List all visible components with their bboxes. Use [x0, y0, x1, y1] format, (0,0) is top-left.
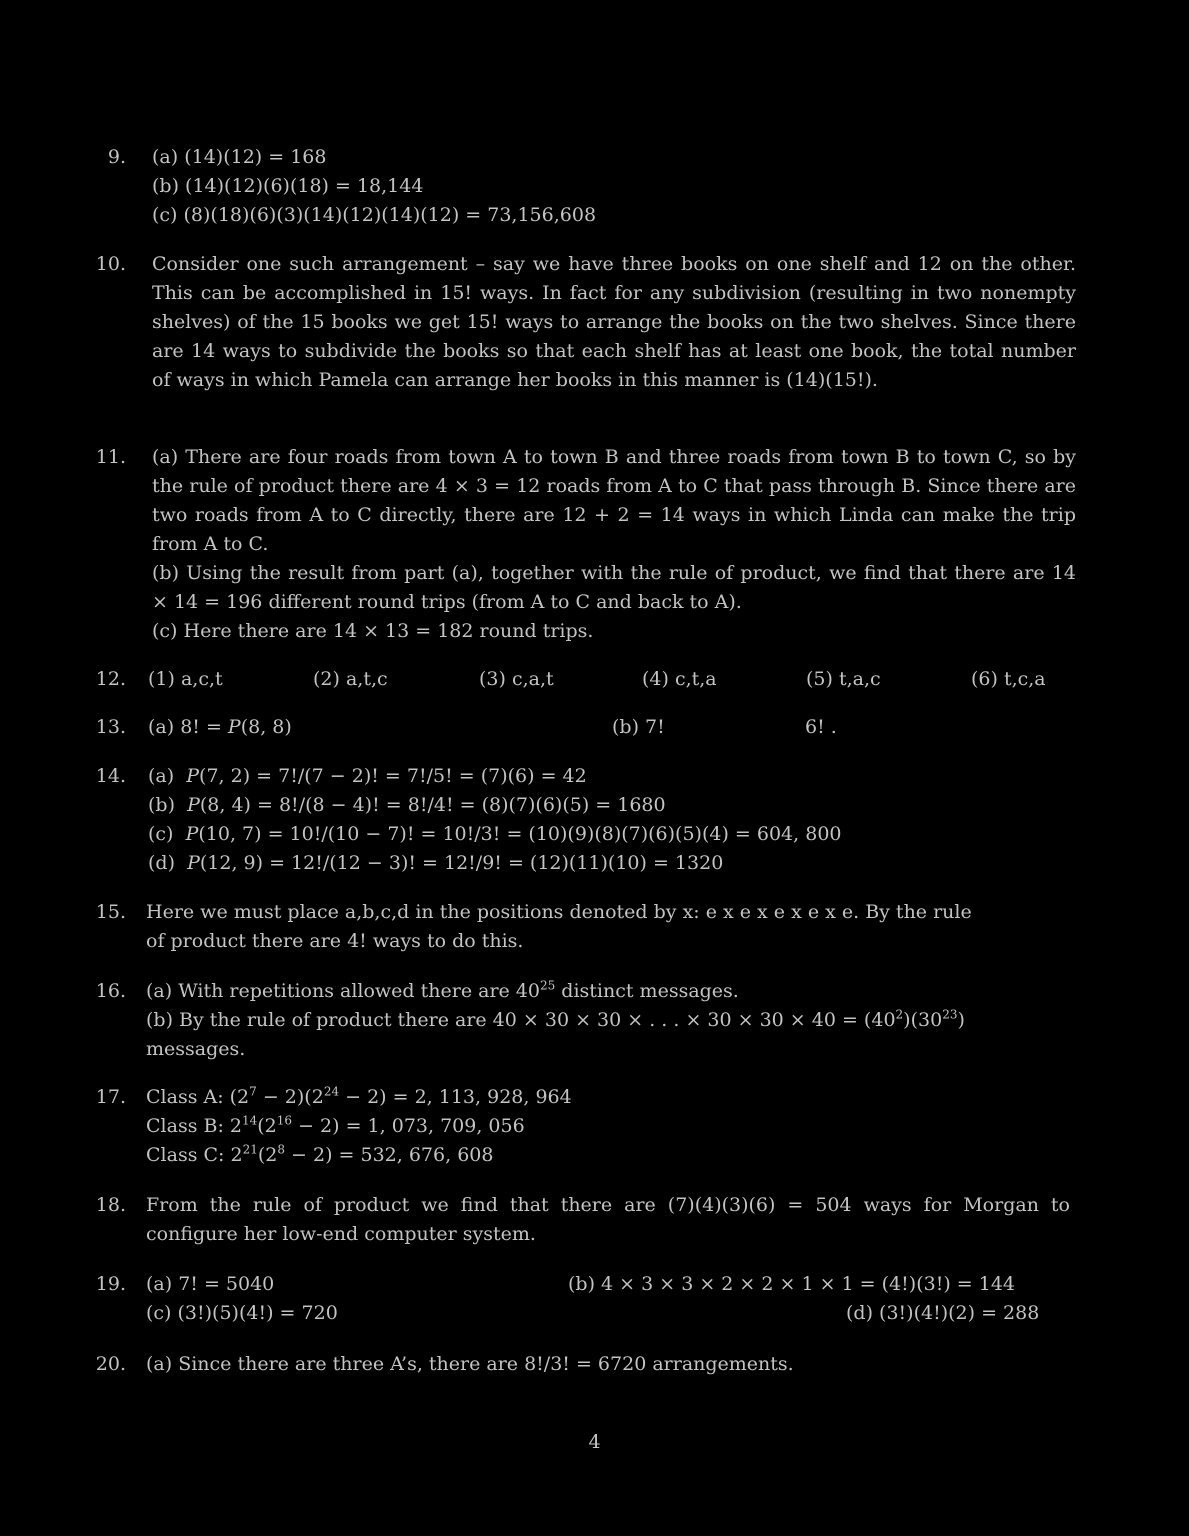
permutation-item: (1) a,c,t [148, 668, 223, 690]
answer-part-b: (b) By the rule of product there are 40 × 30 × 30 × . . . × $30 \times 30 \times 40 = (40^2)(30^{23})$ [146, 1007, 965, 1031]
answer-part-b: (b) 7! [612, 716, 665, 738]
answer-part-b-continued: messages. [146, 1038, 246, 1060]
answer-part-a: (a) P(7, 2) = 7!/(7 − 2)! = 7!/5! = (7)(6) = 42 [148, 765, 587, 787]
problem-number: 9. [107, 146, 126, 168]
answer-line-1: Here we must place a,b,c,d in the positions denoted by x: e x e x e x e x e. By the rule [146, 901, 972, 923]
problem-number: 17. [95, 1086, 126, 1108]
answer-part-c: (c) (3!)(5)(4!) = 720 [146, 1302, 338, 1324]
permutation-item: (5) t,a,c [806, 668, 881, 690]
answer-part-a: (a) (14)(12) = 168 [152, 146, 327, 168]
problem-number: 19. [95, 1273, 126, 1295]
answer-part-b: (b) P(8, 4) = 8!/(8 − 4)! = 8!/4! = (8)(7)(6)(5) = 1680 [148, 794, 666, 816]
permutation-item: (2) a,t,c [313, 668, 388, 690]
answer-part-a: (a) 7! = 5040 [146, 1273, 275, 1295]
permutation-item: (6) t,c,a [971, 668, 1046, 690]
class-c-line: Class C: $2^{21}(2^8 - 2) = 532$, 676, 608 [146, 1142, 494, 1166]
problem-number: 12. [95, 668, 126, 690]
problem-number: 14. [95, 765, 126, 787]
answer-part-a: (a) With repetitions allowed there are $40^{25}$ distinct messages. [146, 978, 739, 1002]
answer-part-d: (d) P(12, 9) = 12!/(12 − 3)! = 12!/9! = (12)(11)(10) = 1320 [148, 852, 724, 874]
answer-part-c: (c) Here there are 14 × 13 = 182 round trips. [152, 620, 594, 642]
problem-number: 10. [95, 253, 126, 275]
problem-number: 13. [95, 716, 126, 738]
answer-line-2: of product there are 4! ways to do this. [146, 930, 524, 952]
answer-part-a: (a) There are four roads from town A to town B and three roads from town B to town C, so by the rule of product there are 4 × 3 = 12 roads from A to C that pass through B. Since there are two roads from A to C directly, there are 12 + 2 = 14 ways in which Linda can make the trip from A to C. [152, 446, 1076, 555]
problem-number: 15. [95, 901, 126, 923]
answer-part-b: (b) (14)(12)(6)(18) = 18,144 [152, 175, 424, 197]
class-a-line: Class A: $(2^7 - 2)(2^{24} - 2) = 2$, 113, 928, 964 [146, 1084, 572, 1108]
page-number: 4 [588, 1431, 601, 1453]
answer-text: From the rule of product we find that there are (7)(4)(3)(6) = 504 ways for Morgan to configure her low-end computer system. [146, 1194, 1070, 1245]
problem-number: 16. [95, 980, 126, 1002]
answer-part-a: (a) Since there are three A’s, there are 8!/3! = 6720 arrangements. [146, 1353, 794, 1375]
answer-part-a: (a) 8! = P(8, 8) [148, 716, 292, 738]
permutation-item: (4) c,t,a [642, 668, 717, 690]
answer-part-b: (b) 4 × 3 × 3 × 2 × 2 × 1 × 1 = (4!)(3!) = 144 [568, 1273, 1016, 1295]
answer-text: Consider one such arrangement – say we have three books on one shelf and 12 on the other. This can be accomplished in 15! ways. In fact for any subdivision (resulting in two nonempty shelves) of the 15 books we get 15! ways to arrange the books on the two shelves. Since there are 14 ways to subdivide the books so that each shelf has at least one book, the total number of ways in which Pamela can arrange her books in this manner is (14)(15!). [152, 253, 1076, 391]
answer-part-b: (b) Using the result from part (a), together with the rule of product, we find that there are 14 × 14 = 196 different round trips (from A to C and back to A). [152, 562, 1076, 613]
class-b-line: Class B: $2^{14}(2^{16} - 2) = 1$, 073, 709, 056 [146, 1113, 525, 1137]
answer-part-c: (c) P(10, 7) = 10!/(10 − 7)! = 10!/3! = (10)(9)(8)(7)(6)(5)(4) = 604, 800 [148, 823, 842, 845]
permutation-item: (3) c,a,t [479, 668, 554, 690]
problem-number: 20. [95, 1353, 126, 1375]
problem-number: 11. [95, 446, 126, 468]
problem-number: 18. [95, 1194, 126, 1216]
answer-part-c: 6! . [805, 716, 837, 738]
answer-part-d: (d) (3!)(4!)(2) = 288 [846, 1302, 1040, 1324]
answer-part-c: (c) (8)(18)(6)(3)(14)(12)(14)(12) = 73,156,608 [152, 204, 597, 226]
